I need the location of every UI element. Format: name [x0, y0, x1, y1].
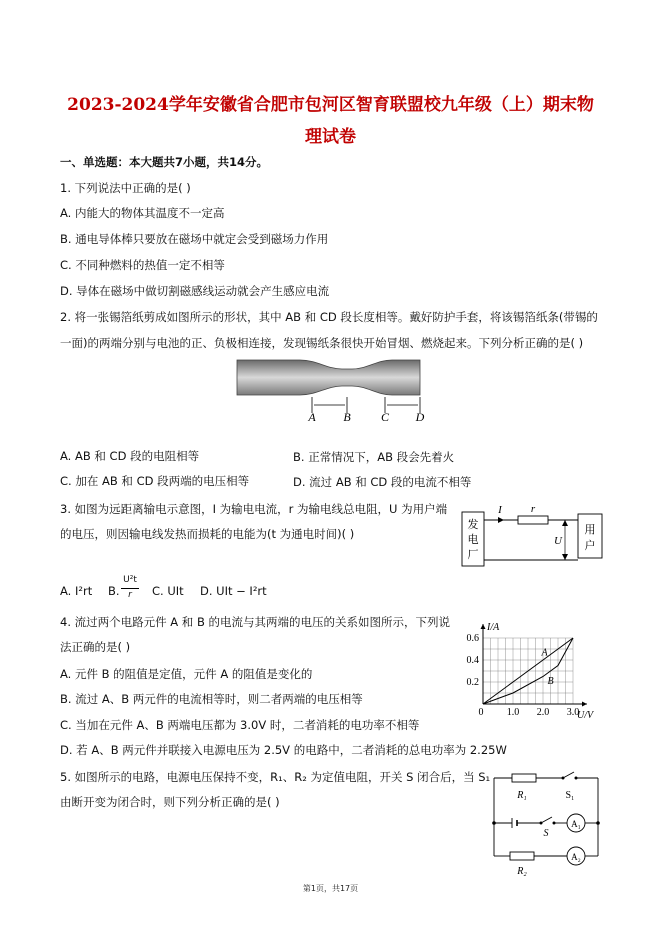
q3-option-c: C. UIt — [152, 584, 184, 598]
x-tick-label: 3.0 — [566, 707, 580, 718]
current-label: I — [498, 504, 502, 516]
user-char-1: 用 — [584, 524, 596, 536]
tin-foil-figure — [232, 355, 427, 430]
r1-resistor — [512, 774, 536, 782]
s-switch — [541, 817, 552, 823]
q1-stem: 1. 下列说法中正确的是( ) — [60, 181, 191, 195]
y-tick-label: 0.4 — [466, 655, 479, 666]
y-axis-arrow — [481, 624, 486, 629]
plant-char-1: 发 — [467, 519, 479, 531]
foil-label-d: D — [415, 410, 425, 424]
q3-option-b-label: B. — [108, 584, 120, 598]
q2-option-a: A. AB 和 CD 段的电阻相等 — [60, 449, 200, 463]
s1-label: S₁ — [565, 790, 575, 801]
q3-option-b-numerator: U²t — [123, 575, 137, 585]
line-resistor — [518, 516, 548, 524]
q3-stem-line2: 的电压，则因输电线发热而损耗的电能为(t 为通电时间)( ) — [60, 527, 355, 541]
series-label-a: A — [541, 647, 548, 659]
resistance-label: r — [530, 503, 536, 515]
foil-label-b: B — [343, 410, 351, 424]
r1-label: R₁ — [517, 790, 527, 801]
q3-stem-line1: 3. 如图为远距离输电示意图，I 为输电电流，r 为输电线总电阻，U 为用户端 — [60, 502, 448, 516]
q5-stem-line1: 5. 如图所示的电路，电源电压保持不变，R₁、R₂ 为定值电阻，开关 S 闭合后，当 S₁ — [60, 770, 491, 784]
x-axis-label: U/V — [577, 710, 594, 721]
q2-stem-line2: 一面)的两端分别与电池的正、负极相连接，发现锡纸条很快开始冒烟、燃烧起来。下列分析正确的是( ) — [60, 336, 584, 350]
iv-chart — [455, 608, 605, 723]
voltage-label: U — [554, 535, 562, 547]
y-axis-label: I/A — [487, 622, 500, 633]
q2-option-b: B. 正常情况下，AB 段会先着火 — [293, 450, 455, 464]
q1-option-c: C. 不同种燃料的热值一定不相等 — [60, 258, 225, 272]
q3-option-a: A. I²rt — [60, 584, 93, 598]
x-tick-label: 1.0 — [506, 707, 520, 718]
q2-stem-line1: 2. 将一张锡箔纸剪成如图所示的形状，其中 AB 和 CD 段长度相等。戴好防护手套，将该锡箔纸条(带锡的 — [60, 310, 598, 324]
s1-switch — [563, 772, 574, 778]
r2-resistor — [510, 852, 534, 860]
q4-option-a: A. 元件 B 的阻值是定值，元件 A 的阻值是变化的 — [60, 667, 313, 681]
y-tick-label: 0.6 — [466, 633, 479, 644]
foil-label-c: C — [380, 410, 390, 424]
exam-title-line1: 2023-2024学年安徽省合肥市包河区智育联盟校九年级（上）期末物 — [67, 95, 594, 115]
q2-option-d: D. 流过 AB 和 CD 段的电流不相等 — [293, 475, 472, 489]
q4-option-d: D. 若 A、B 两元件并联接入电源电压为 2.5V 的电路中，二者消耗的总电功率为 2.25W — [60, 743, 507, 757]
q1-option-d: D. 导体在磁场中做切割磁感线运动就会产生感应电流 — [60, 284, 330, 298]
tin-foil-strip — [237, 360, 420, 395]
q3-option-b-denominator: r — [128, 590, 132, 600]
q3-option-d: D. UIt − I²rt — [200, 584, 267, 598]
foil-label-a: A — [308, 410, 316, 424]
q5-circuit-figure — [486, 768, 606, 880]
s-label: S — [543, 828, 549, 839]
section-heading: 一、单选题：本大题共7小题，共14分。 — [60, 155, 269, 169]
q5-stem-line2: 由断开变为闭合时，则下列分析正确的是( ) — [60, 795, 280, 809]
x-tick-label: 2.0 — [536, 707, 550, 718]
plant-char-2: 电 — [467, 534, 479, 546]
a2-label: A₂ — [571, 852, 581, 862]
r2-label: R₂ — [517, 866, 527, 877]
page-footer: 第1页，共17页 — [302, 884, 359, 893]
q1-option-a: A. 内能大的物体其温度不一定高 — [60, 206, 225, 220]
power-transmission-figure — [458, 500, 606, 570]
q4-option-c: C. 当加在元件 A、B 两端电压都为 3.0V 时，二者消耗的电功率不相等 — [60, 718, 420, 732]
q4-stem-line1: 4. 流过两个电路元件 A 和 B 的电流与其两端的电压的关系如图所示，下列说 — [60, 615, 451, 629]
x-tick-label: 0 — [478, 707, 484, 718]
y-tick-label: 0.2 — [466, 677, 479, 688]
q1-option-b: B. 通电导体棒只要放在磁场中就定会受到磁场力作用 — [60, 232, 329, 246]
series-label-b: B — [547, 676, 554, 688]
q2-option-c: C. 加在 AB 和 CD 段两端的电压相等 — [60, 474, 250, 488]
q4-stem-line2: 法正确的是( ) — [60, 640, 131, 654]
user-char-2: 户 — [584, 540, 596, 552]
x-axis-arrow — [582, 702, 587, 707]
plant-char-3: 厂 — [467, 549, 479, 561]
q4-option-b: B. 流过 A、B 两元件的电流相等时，则二者两端的电压相等 — [60, 692, 363, 706]
q3-option-b-fraction-bar — [121, 588, 139, 589]
a1-label: A₁ — [571, 819, 581, 829]
exam-title-line2: 理试卷 — [305, 127, 356, 147]
